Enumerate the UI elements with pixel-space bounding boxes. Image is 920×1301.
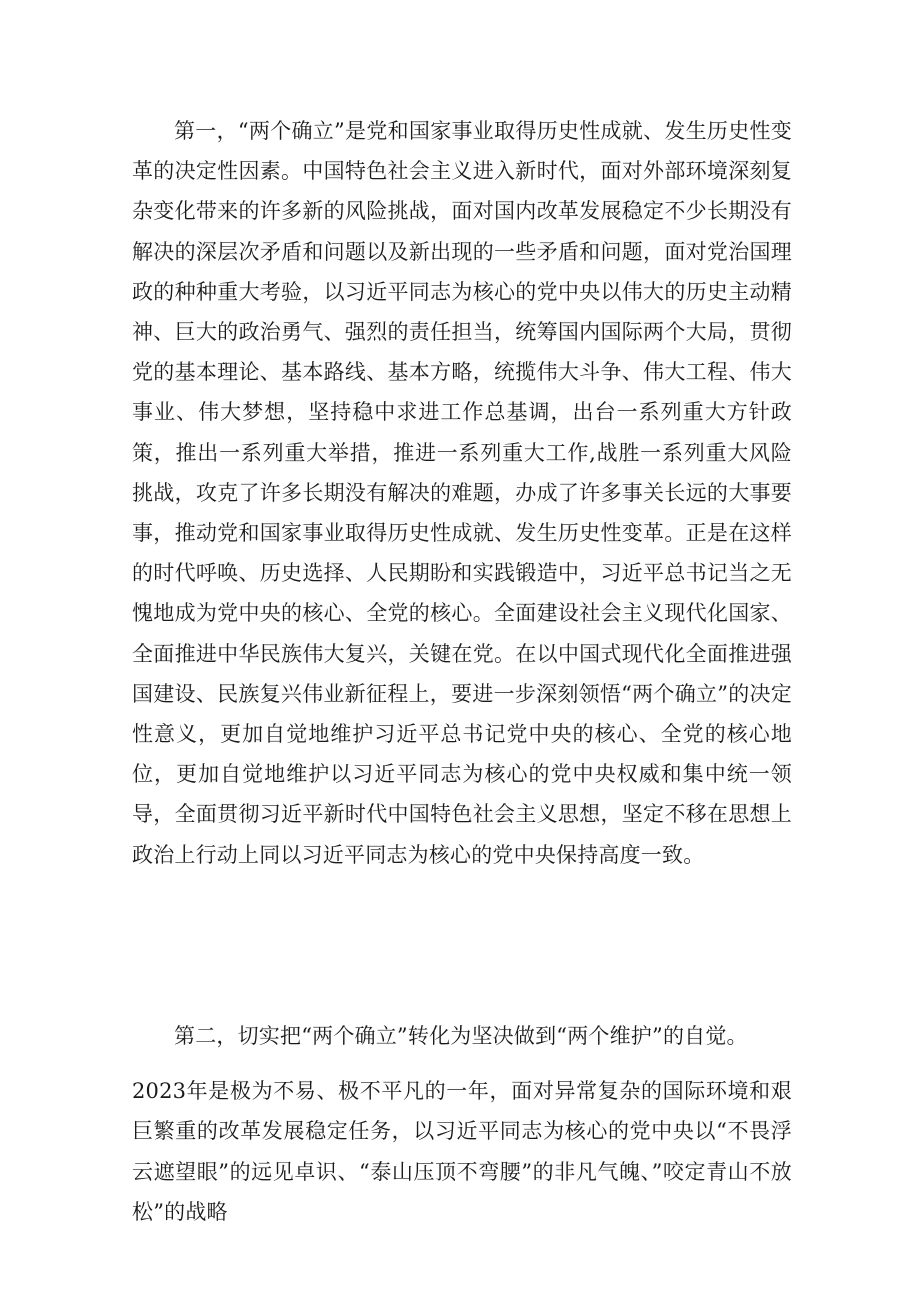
paragraph-second-body: 2023年是极为不易、极不平凡的一年，面对异常复杂的国际环境和艰巨繁重的改革发展稳定任务，以习近平同志为核心的党中央以“不畏浮云遮望眼”的远见卓识、“泰山压顶不弯腰”的非凡气魄、”咬定青山不放松”的战略 [132,1079,792,1224]
paragraph-second [132,1016,792,1232]
paragraph-first: 第一，“两个确立”是党和国家事业取得历史性成就、发生历史性变革的决定性因素。中国特色社会主义进入新时代，面对外部环境深刻复杂变化带来的许多新的风险挑战，面对国内改革发展稳定不少长期没有解决的深层次矛盾和问题以及新出现的一些矛盾和问题，面对党治国理政的种种重大考验，以习近平同志为核心的党中央以伟大的历史主动精神、巨大的政治勇气、强烈的责任担当，统筹国内国际两个大局，贯彻党的基本理论、基本路线、基本方略，统揽伟大斗争、伟大工程、伟大事业、伟大梦想，坚持稳中求进工作总基调，出台一系列重大方针政策，推出一系列重大举措，推进一系列重大工作,战胜一系列重大风险挑战，攻克了许多长期没有解决的难题，办成了许多事关长远的大事要事，推动党和国家事业取得历史性成就、发生历史性变革。正是在这样的时代呼唤、历史选择、人民期盼和实践锻造中，习近平总书记当之无愧地成为党中央的核心、全党的核心。全面建设社会主义现代化国家、全面推进中华民族伟大复兴，关键在党。在以中国式现代化全面推进强国建设、民族复兴伟业新征程上，要进一步深刻领悟“两个确立”的决定性意义，更加自觉地维护习近平总书记党中央的核心、全党的核心地位，更加自觉地维护以习近平同志为核心的党中央权威和集中统一领导，全面贯彻习近平新时代中国特色社会主义思想，坚定不移在思想上政治上行动上同以习近平同志为核心的党中央保持高度一致。 [132,119,792,867]
paragraph-second-heading: 第二，切实把“两个确立”转化为坚决做到“两个维护”的自觉。 [174,1024,748,1048]
